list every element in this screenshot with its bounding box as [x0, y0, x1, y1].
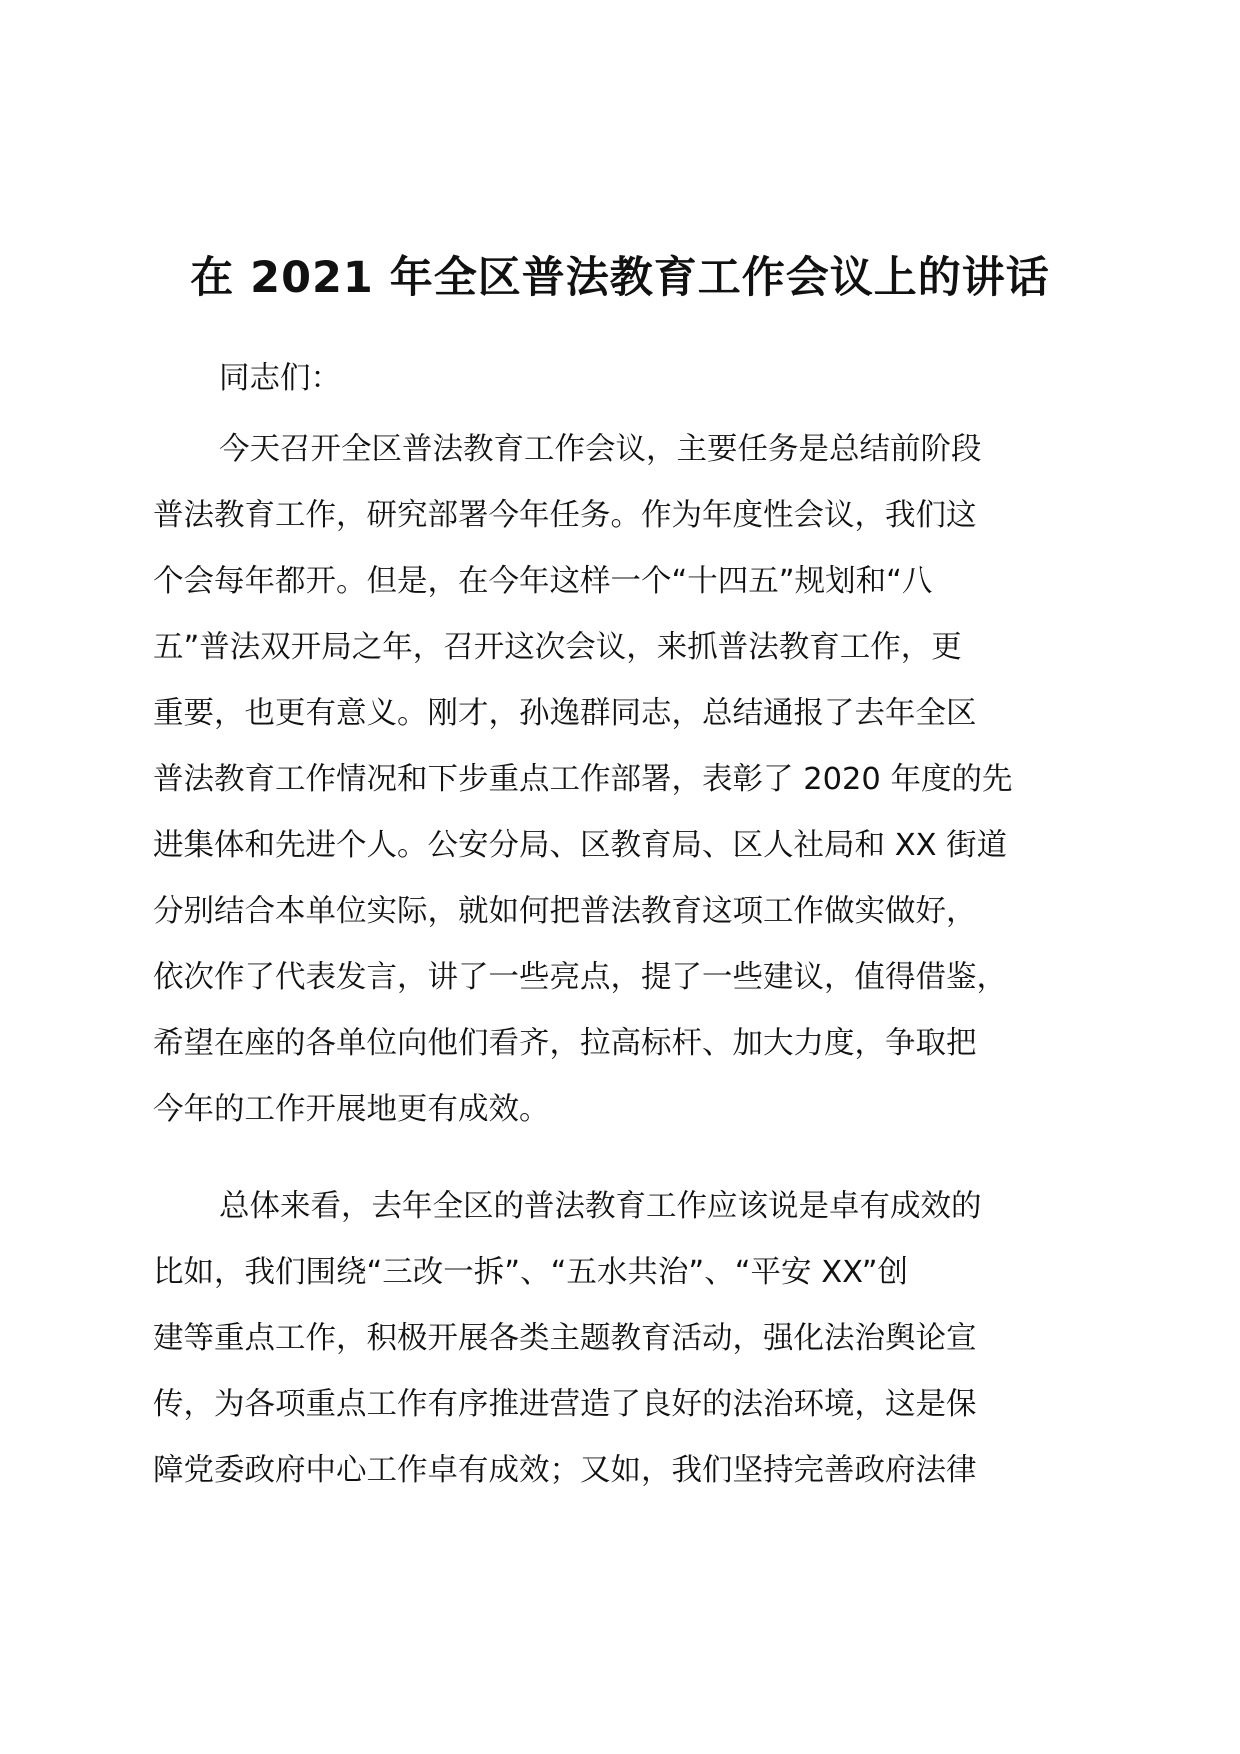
paragraph-1 — [153, 417, 1093, 1143]
spacer — [153, 1143, 1093, 1174]
document-body — [153, 346, 1093, 1504]
paragraph-line: 普法教育工作情况和下步重点工作部署，表彰了 2020 年度的先 — [153, 762, 1013, 797]
paragraph-2 — [153, 1174, 1093, 1504]
salutation: 同志们： — [219, 361, 341, 396]
paragraph-line: 进集体和先进个人。公安分局、区教育局、区人社局和 XX 街道 — [153, 828, 1008, 863]
paragraph-line: 今天召开全区普法教育工作会议，主要任务是总结前阶段 — [219, 432, 982, 467]
paragraph-line: 普法教育工作，研究部署今年任务。作为年度性会议，我们这 — [153, 498, 977, 533]
paragraph-line: 分别结合本单位实际，就如何把普法教育这项工作做实做好， — [153, 894, 977, 929]
paragraph-line: 希望在座的各单位向他们看齐，拉高标杆、加大力度，争取把 — [153, 1026, 977, 1061]
paragraph-line: 障党委政府中心工作卓有成效；又如，我们坚持完善政府法律 — [153, 1453, 977, 1488]
paragraph-line: 建等重点工作，积极开展各类主题教育活动，强化法治舆论宣 — [153, 1321, 977, 1356]
paragraph-line: 今年的工作开展地更有成效。 — [153, 1092, 550, 1127]
paragraph-line: 传，为各项重点工作有序推进营造了良好的法治环境，这是保 — [153, 1387, 977, 1422]
paragraph-line: 五”普法双开局之年，召开这次会议，来抓普法教育工作，更 — [153, 630, 962, 665]
paragraph-line: 总体来看，去年全区的普法教育工作应该说是卓有成效的 — [219, 1189, 982, 1224]
paragraph-line: 依次作了代表发言，讲了一些亮点，提了一些建议，值得借鉴， — [153, 960, 1007, 995]
paragraph-line: 重要，也更有意义。刚才，孙逸群同志，总结通报了去年全区 — [153, 696, 977, 731]
document-title: 在 2021 年全区普法教育工作会议上的讲话 — [190, 253, 1050, 303]
paragraph-line: 个会每年都开。但是，在今年这样一个“十四五”规划和“八 — [153, 564, 933, 599]
paragraph-line: 比如，我们围绕“三改一拆”、“五水共治”、“平安 XX”创 — [153, 1255, 909, 1290]
